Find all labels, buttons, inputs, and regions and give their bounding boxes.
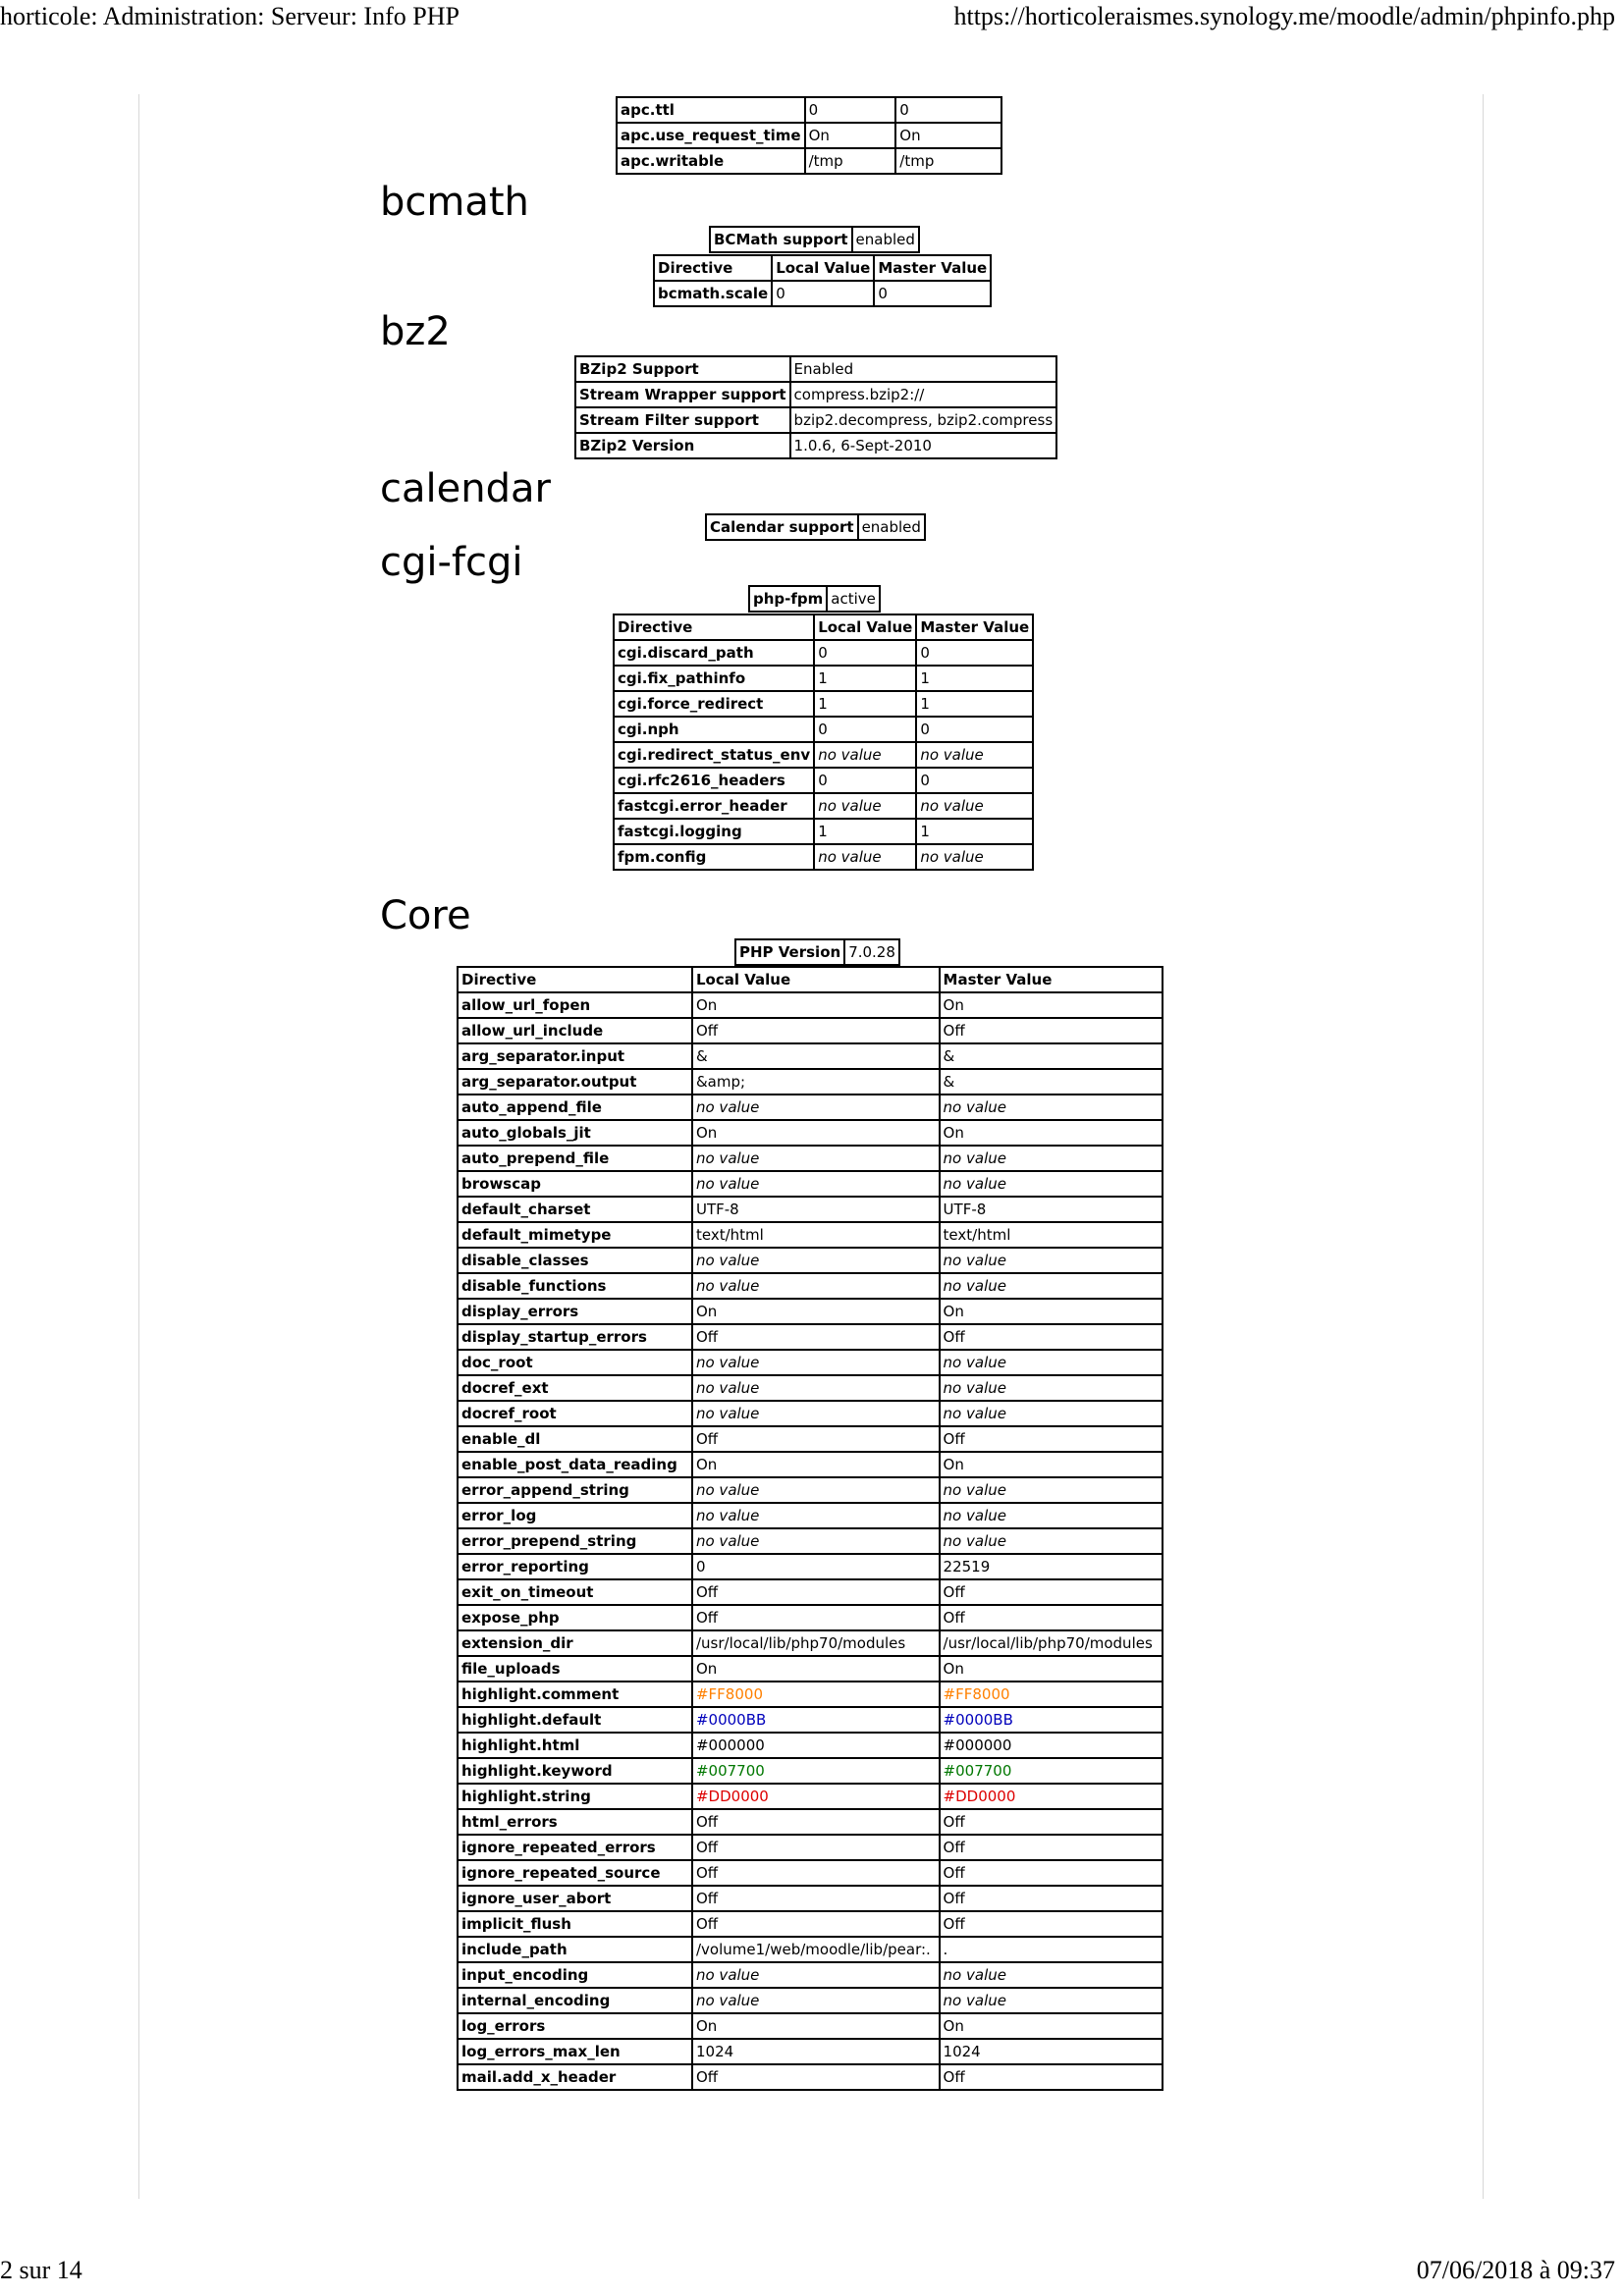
directive-name: ignore_user_abort — [458, 1886, 692, 1911]
table-row — [458, 1682, 1163, 1707]
directive-name: input_encoding — [458, 1962, 692, 1988]
table-row — [458, 1197, 1163, 1222]
column-header-local-value: Local Value — [692, 967, 940, 992]
directive-name: cgi.fix_pathinfo — [614, 666, 814, 691]
local-value: no value — [692, 1273, 940, 1299]
directive-name: docref_root — [458, 1401, 692, 1426]
master-value: Off — [940, 1860, 1163, 1886]
table-row — [458, 1018, 1163, 1043]
local-value: Off — [692, 1809, 940, 1835]
local-value: no value — [814, 793, 916, 819]
table-row — [458, 1401, 1163, 1426]
local-value: no value — [692, 1350, 940, 1375]
local-value: #0000BB — [692, 1707, 940, 1733]
directive-name: highlight.comment — [458, 1682, 692, 1707]
master-value: #0000BB — [940, 1707, 1163, 1733]
master-value: 0 — [874, 281, 991, 306]
table-row — [575, 407, 1056, 433]
directive-name: error_log — [458, 1503, 692, 1528]
local-value: #DD0000 — [692, 1784, 940, 1809]
core-directives-table — [457, 966, 1163, 2091]
bcmath-directives-table — [653, 254, 992, 307]
table-row — [458, 2064, 1163, 2090]
local-value: 0 — [814, 717, 916, 742]
bcmath-support-table — [709, 226, 920, 253]
directive-name: apc.writable — [617, 148, 805, 174]
local-value: no value — [692, 1146, 940, 1171]
master-value: no value — [940, 1528, 1163, 1554]
master-value: 0 — [916, 768, 1033, 793]
local-value: no value — [814, 844, 916, 870]
info-value: bzip2.decompress, bzip2.compress — [790, 407, 1057, 433]
local-value: Off — [692, 1324, 940, 1350]
table-row — [458, 1222, 1163, 1248]
page-left-border — [138, 94, 139, 2199]
master-value: no value — [940, 1146, 1163, 1171]
master-value: 1 — [916, 691, 1033, 717]
apc-directives-table — [616, 96, 1002, 175]
directive-name: include_path — [458, 1937, 692, 1962]
table-row — [614, 819, 1033, 844]
local-value: /tmp — [805, 148, 896, 174]
master-value: no value — [940, 1477, 1163, 1503]
directive-name: exit_on_timeout — [458, 1579, 692, 1605]
master-value: text/html — [940, 1222, 1163, 1248]
master-value: #000000 — [940, 1733, 1163, 1758]
directive-name: cgi.force_redirect — [614, 691, 814, 717]
master-value: #FF8000 — [940, 1682, 1163, 1707]
master-value: no value — [940, 1095, 1163, 1120]
directive-name: mail.add_x_header — [458, 2064, 692, 2090]
local-value: no value — [692, 1962, 940, 1988]
table-row — [458, 1477, 1163, 1503]
directive-name: file_uploads — [458, 1656, 692, 1682]
master-value: no value — [940, 1248, 1163, 1273]
master-value: & — [940, 1043, 1163, 1069]
php-version-table — [734, 938, 900, 966]
master-value: On — [940, 1120, 1163, 1146]
master-value: On — [940, 992, 1163, 1018]
directive-name: error_prepend_string — [458, 1528, 692, 1554]
table-row — [575, 433, 1056, 458]
table-row — [458, 1452, 1163, 1477]
local-value: 0 — [772, 281, 874, 306]
directive-name: allow_url_include — [458, 1018, 692, 1043]
local-value: On — [692, 1656, 940, 1682]
directive-name: ignore_repeated_errors — [458, 1835, 692, 1860]
master-value: Off — [940, 1324, 1163, 1350]
table-row — [458, 1656, 1163, 1682]
master-value: 1 — [916, 819, 1033, 844]
table-row — [614, 768, 1033, 793]
directive-name: html_errors — [458, 1809, 692, 1835]
table-row — [458, 1273, 1163, 1299]
print-footer-page-number: 2 sur 14 — [0, 2256, 82, 2284]
directive-name: cgi.nph — [614, 717, 814, 742]
master-value: 1 — [916, 666, 1033, 691]
section-heading-calendar: calendar — [380, 466, 551, 511]
table-row — [458, 1350, 1163, 1375]
table-row — [458, 1554, 1163, 1579]
master-value: UTF-8 — [940, 1197, 1163, 1222]
table-row — [575, 382, 1056, 407]
directive-name: cgi.redirect_status_env — [614, 742, 814, 768]
directive-name: enable_dl — [458, 1426, 692, 1452]
php-fpm-label: php-fpm — [749, 586, 827, 612]
table-row — [458, 2039, 1163, 2064]
local-value: /volume1/web/moodle/lib/pear:. — [692, 1937, 940, 1962]
master-value: /tmp — [895, 148, 1001, 174]
table-row — [617, 148, 1001, 174]
local-value: no value — [692, 1988, 940, 2013]
local-value: Off — [692, 1605, 940, 1630]
directive-name: enable_post_data_reading — [458, 1452, 692, 1477]
table-row — [575, 356, 1056, 382]
local-value: no value — [692, 1528, 940, 1554]
table-row — [458, 1835, 1163, 1860]
directive-name: highlight.default — [458, 1707, 692, 1733]
master-value: 1024 — [940, 2039, 1163, 2064]
local-value: On — [692, 1452, 940, 1477]
directive-name: disable_classes — [458, 1248, 692, 1273]
bcmath-support-label: BCMath support — [710, 227, 852, 252]
info-value: 1.0.6, 6-Sept-2010 — [790, 433, 1057, 458]
directive-name: auto_append_file — [458, 1095, 692, 1120]
local-value: 1 — [814, 666, 916, 691]
table-row — [654, 281, 991, 306]
local-value: 1 — [814, 819, 916, 844]
cgi-fcgi-directives-table — [613, 614, 1034, 871]
directive-name: internal_encoding — [458, 1988, 692, 2013]
table-row — [458, 1784, 1163, 1809]
master-value: no value — [940, 1503, 1163, 1528]
table-row — [458, 1120, 1163, 1146]
directive-name: doc_root — [458, 1350, 692, 1375]
page-right-border — [1483, 94, 1484, 2199]
local-value: no value — [692, 1401, 940, 1426]
directive-name: apc.use_request_time — [617, 123, 805, 148]
local-value: Off — [692, 1018, 940, 1043]
master-value: Off — [940, 1605, 1163, 1630]
table-row — [458, 1809, 1163, 1835]
table-row — [458, 1860, 1163, 1886]
section-heading-bcmath: bcmath — [380, 180, 529, 225]
table-row — [458, 1911, 1163, 1937]
master-value: no value — [940, 1350, 1163, 1375]
table-row — [458, 1043, 1163, 1069]
master-value: On — [940, 1656, 1163, 1682]
table-row — [614, 793, 1033, 819]
local-value: 0 — [692, 1554, 940, 1579]
local-value: 0 — [814, 640, 916, 666]
directive-name: display_errors — [458, 1299, 692, 1324]
directive-name: expose_php — [458, 1605, 692, 1630]
directive-name: highlight.keyword — [458, 1758, 692, 1784]
php-fpm-status-table — [748, 585, 881, 613]
local-value: Off — [692, 2064, 940, 2090]
master-value: On — [895, 123, 1001, 148]
bz2-info-table — [574, 355, 1057, 459]
master-value: /usr/local/lib/php70/modules — [940, 1630, 1163, 1656]
directive-name: Stream Filter support — [575, 407, 790, 433]
local-value: 1024 — [692, 2039, 940, 2064]
local-value: /usr/local/lib/php70/modules — [692, 1630, 940, 1656]
local-value: no value — [692, 1375, 940, 1401]
master-value: no value — [940, 1171, 1163, 1197]
directive-name: fastcgi.logging — [614, 819, 814, 844]
local-value: Off — [692, 1426, 940, 1452]
directive-name: fpm.config — [614, 844, 814, 870]
table-row — [458, 1171, 1163, 1197]
master-value: no value — [916, 844, 1033, 870]
directive-name: allow_url_fopen — [458, 992, 692, 1018]
master-value: Off — [940, 1886, 1163, 1911]
table-row — [458, 1988, 1163, 2013]
column-header-directive: Directive — [458, 967, 692, 992]
section-heading-bz2: bz2 — [380, 309, 451, 354]
directive-name: default_mimetype — [458, 1222, 692, 1248]
local-value: no value — [692, 1248, 940, 1273]
table-row — [458, 1324, 1163, 1350]
table-row — [614, 691, 1033, 717]
master-value: Off — [940, 2064, 1163, 2090]
master-value: no value — [940, 1962, 1163, 1988]
master-value: no value — [940, 1375, 1163, 1401]
local-value: & — [692, 1043, 940, 1069]
php-version-label: PHP Version — [735, 939, 844, 965]
local-value: no value — [692, 1477, 940, 1503]
local-value: no value — [692, 1095, 940, 1120]
directive-name: bcmath.scale — [654, 281, 772, 306]
master-value: On — [940, 1299, 1163, 1324]
master-value: #007700 — [940, 1758, 1163, 1784]
table-row — [458, 2013, 1163, 2039]
table-row — [458, 1605, 1163, 1630]
table-row — [458, 1579, 1163, 1605]
table-row — [614, 666, 1033, 691]
local-value: #000000 — [692, 1733, 940, 1758]
local-value: On — [692, 2013, 940, 2039]
local-value: no value — [814, 742, 916, 768]
table-row — [458, 1528, 1163, 1554]
master-value: . — [940, 1937, 1163, 1962]
php-version-value: 7.0.28 — [844, 939, 899, 965]
print-header-title: horticole: Administration: Serveur: Info PHP — [0, 2, 460, 30]
directive-name: log_errors_max_len — [458, 2039, 692, 2064]
directive-name: disable_functions — [458, 1273, 692, 1299]
local-value: 1 — [814, 691, 916, 717]
table-row — [458, 1375, 1163, 1401]
bcmath-support-value: enabled — [852, 227, 919, 252]
directive-name: auto_prepend_file — [458, 1146, 692, 1171]
directive-name: error_append_string — [458, 1477, 692, 1503]
directive-name: Stream Wrapper support — [575, 382, 790, 407]
local-value: Off — [692, 1860, 940, 1886]
master-value: & — [940, 1069, 1163, 1095]
local-value: text/html — [692, 1222, 940, 1248]
local-value: On — [692, 992, 940, 1018]
master-value: On — [940, 1452, 1163, 1477]
master-value: 0 — [895, 97, 1001, 123]
column-header-master-value: Master Value — [940, 967, 1163, 992]
table-row — [458, 1707, 1163, 1733]
master-value: 0 — [916, 640, 1033, 666]
master-value: no value — [940, 1988, 1163, 2013]
directive-name: arg_separator.output — [458, 1069, 692, 1095]
table-row — [458, 1299, 1163, 1324]
table-row — [458, 1886, 1163, 1911]
table-row — [614, 640, 1033, 666]
local-value: On — [692, 1299, 940, 1324]
column-header-master-value: Master Value — [874, 255, 991, 281]
calendar-support-table — [705, 513, 926, 541]
master-value: no value — [940, 1273, 1163, 1299]
master-value: 0 — [916, 717, 1033, 742]
local-value: 0 — [814, 768, 916, 793]
table-row — [458, 1758, 1163, 1784]
directive-name: ignore_repeated_source — [458, 1860, 692, 1886]
table-row — [458, 1248, 1163, 1273]
directive-name: cgi.rfc2616_headers — [614, 768, 814, 793]
calendar-support-value: enabled — [858, 514, 925, 540]
column-header-local-value: Local Value — [772, 255, 874, 281]
local-value: Off — [692, 1911, 940, 1937]
directive-name: error_reporting — [458, 1554, 692, 1579]
table-row — [458, 1426, 1163, 1452]
calendar-support-label: Calendar support — [706, 514, 858, 540]
table-row — [458, 1937, 1163, 1962]
local-value: #007700 — [692, 1758, 940, 1784]
local-value: On — [692, 1120, 940, 1146]
directive-name: arg_separator.input — [458, 1043, 692, 1069]
master-value: no value — [916, 742, 1033, 768]
table-row — [458, 1095, 1163, 1120]
table-row — [617, 97, 1001, 123]
master-value: On — [940, 2013, 1163, 2039]
directive-name: highlight.string — [458, 1784, 692, 1809]
column-header-master-value: Master Value — [916, 614, 1033, 640]
directive-name: apc.ttl — [617, 97, 805, 123]
table-row — [458, 1069, 1163, 1095]
local-value: #FF8000 — [692, 1682, 940, 1707]
info-value: compress.bzip2:// — [790, 382, 1057, 407]
table-row — [458, 1146, 1163, 1171]
local-value: UTF-8 — [692, 1197, 940, 1222]
master-value: no value — [916, 793, 1033, 819]
master-value: no value — [940, 1401, 1163, 1426]
print-footer-datetime: 07/06/2018 à 09:37 — [1416, 2256, 1615, 2284]
directive-name: default_charset — [458, 1197, 692, 1222]
directive-name: BZip2 Support — [575, 356, 790, 382]
table-row — [458, 1962, 1163, 1988]
master-value: Off — [940, 1809, 1163, 1835]
table-row — [458, 1733, 1163, 1758]
table-row — [458, 1630, 1163, 1656]
directive-name: auto_globals_jit — [458, 1120, 692, 1146]
table-row — [614, 717, 1033, 742]
local-value: no value — [692, 1171, 940, 1197]
master-value: 22519 — [940, 1554, 1163, 1579]
master-value: Off — [940, 1911, 1163, 1937]
column-header-directive: Directive — [654, 255, 772, 281]
table-row — [617, 123, 1001, 148]
local-value: On — [805, 123, 896, 148]
table-row — [614, 844, 1033, 870]
section-heading-core: Core — [380, 893, 471, 938]
master-value: Off — [940, 1426, 1163, 1452]
table-row — [458, 992, 1163, 1018]
master-value: Off — [940, 1018, 1163, 1043]
column-header-local-value: Local Value — [814, 614, 916, 640]
directive-name: highlight.html — [458, 1733, 692, 1758]
table-row — [614, 742, 1033, 768]
directive-name: display_startup_errors — [458, 1324, 692, 1350]
print-header-url[interactable]: https://horticoleraismes.synology.me/moodle/admin/phpinfo.php — [953, 2, 1615, 30]
directive-name: fastcgi.error_header — [614, 793, 814, 819]
section-heading-cgi-fcgi: cgi-fcgi — [380, 540, 523, 585]
directive-name: docref_ext — [458, 1375, 692, 1401]
local-value: 0 — [805, 97, 896, 123]
local-value: &amp; — [692, 1069, 940, 1095]
local-value: Off — [692, 1579, 940, 1605]
directive-name: implicit_flush — [458, 1911, 692, 1937]
directive-name: cgi.discard_path — [614, 640, 814, 666]
directive-name: browscap — [458, 1171, 692, 1197]
local-value: Off — [692, 1835, 940, 1860]
directive-name: extension_dir — [458, 1630, 692, 1656]
master-value: #DD0000 — [940, 1784, 1163, 1809]
master-value: Off — [940, 1835, 1163, 1860]
master-value: Off — [940, 1579, 1163, 1605]
table-row — [458, 1503, 1163, 1528]
php-fpm-value: active — [827, 586, 880, 612]
directive-name: BZip2 Version — [575, 433, 790, 458]
directive-name: log_errors — [458, 2013, 692, 2039]
local-value: Off — [692, 1886, 940, 1911]
local-value: no value — [692, 1503, 940, 1528]
column-header-directive: Directive — [614, 614, 814, 640]
info-value: Enabled — [790, 356, 1057, 382]
